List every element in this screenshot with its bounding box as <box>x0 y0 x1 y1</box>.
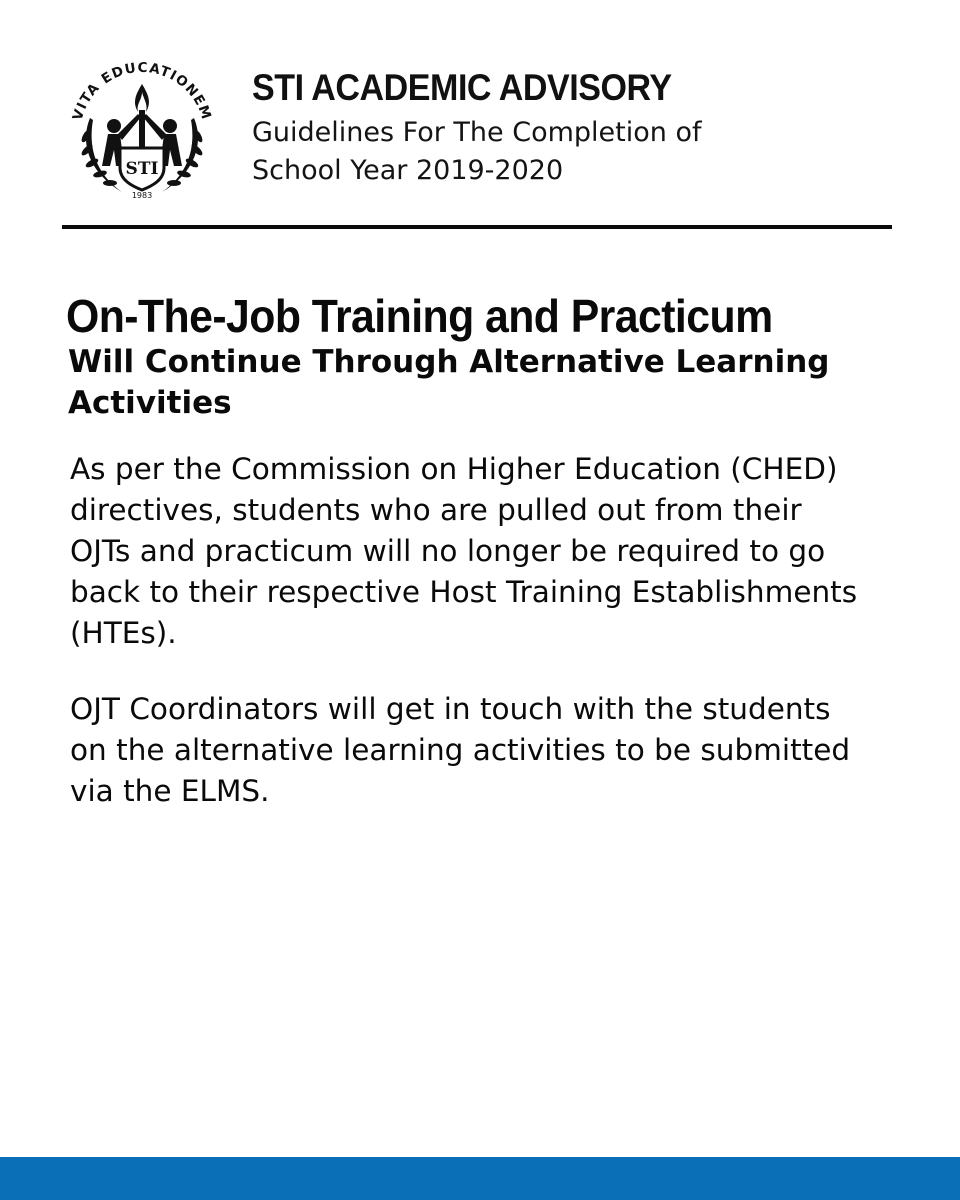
article-paragraph-2: OJT Coordinators will get in touch with the students on the alternative learning activities to be submitted via the ELMS. <box>70 692 851 808</box>
article-paragraph-1: As per the Commission on Higher Education (CHED) directives, students who are pulled out from their OJTs and practicum will no longer be required to go back to their respective Host Training Establishments (HTEs). <box>70 452 858 650</box>
advisory-subtitle-line2: School Year 2019-2020 <box>252 155 564 186</box>
header-divider <box>62 225 892 229</box>
svg-text:STI: STI <box>125 159 159 179</box>
advisory-title: STI ACADEMIC ADVISORY <box>252 67 672 108</box>
bottom-accent-bar <box>0 1157 960 1200</box>
svg-text:VITA EDUCATIONEM: VITA EDUCATIONEM <box>69 59 215 123</box>
sti-seal-logo <box>62 46 222 206</box>
svg-text:1983: 1983 <box>131 191 153 200</box>
article-subheadline: Will Continue Through Alternative Learning Activities <box>68 344 830 421</box>
article-headline: On-The-Job Training and Practicum <box>66 290 773 342</box>
header <box>252 66 912 190</box>
advisory-subtitle-line1: Guidelines For The Completion of <box>252 117 702 148</box>
